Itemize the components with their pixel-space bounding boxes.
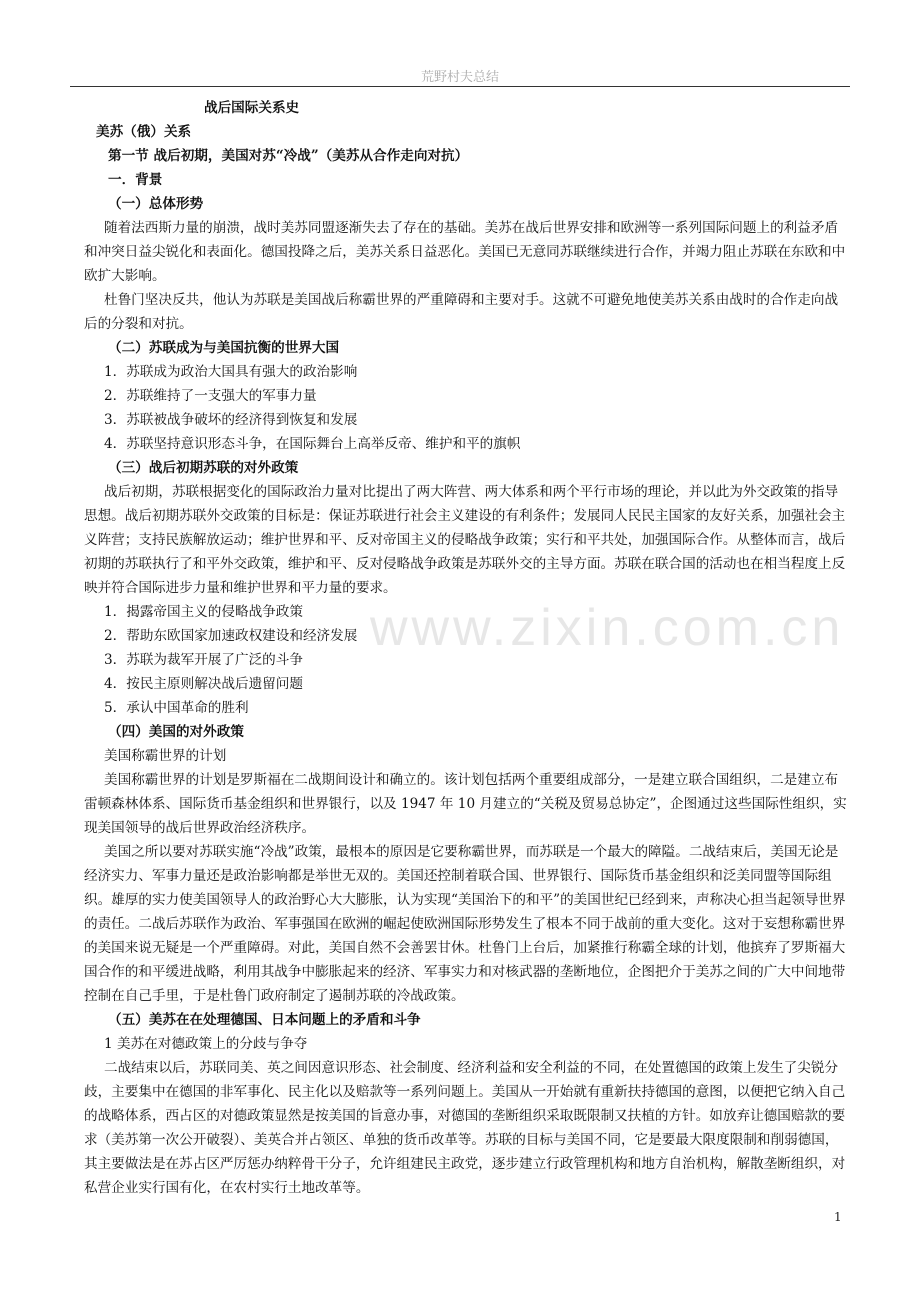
list-item: 4．苏联坚持意识形态斗争，在国际舞台上高举反帝、维护和平的旗帜 bbox=[104, 436, 521, 452]
heading-general-situation: （一）总体形势 bbox=[108, 196, 204, 212]
paragraph: 杜鲁门坚决反共，他认为苏联是美国战后称霸世界的严重障碍和主要对手。这就不可避免地使美苏关系由战时的合作走向战后的分裂和对抗。 bbox=[84, 292, 839, 332]
list-item: 3．苏联为裁军开展了广泛的斗争 bbox=[104, 652, 303, 668]
paragraph: 美国称霸世界的计划是罗斯福在二战期间设计和确立的。该计划包括两个重要组成部分，一是建立联合国组织，二是建立布雷顿森林体系、国际货币基金组织和世界银行，以及 1947 年 10 月建立的“关税及贸易总协定”，企图通过这些国际性组织，实现美国领导的战后世界政治经济秩序。 bbox=[84, 772, 847, 836]
watermark: www.zixin.com.cn bbox=[370, 599, 845, 657]
heading-germany-japan: （五）美苏在在处理德国、日本问题上的矛盾和斗争 bbox=[108, 1012, 421, 1028]
page-number: 1 bbox=[834, 1210, 842, 1224]
sub-heading-background: 一．背景 bbox=[108, 172, 163, 188]
list-item: 5．承认中国革命的胜利 bbox=[104, 700, 249, 716]
heading-ussr-great-power: （二）苏联成为与美国抗衡的世界大国 bbox=[108, 340, 340, 356]
section-heading: 第一节 战后初期，美国对苏“冷战”（美苏从合作走向对抗） bbox=[108, 148, 469, 164]
list-item: 1．揭露帝国主义的侵略战争政策 bbox=[104, 604, 303, 620]
part-heading: 美苏（俄）关系 bbox=[96, 124, 192, 140]
header-text: 荒野村夫总结 bbox=[420, 70, 499, 85]
document-title: 战后国际关系史 bbox=[204, 100, 300, 116]
list-item: 3．苏联被战争破坏的经济得到恢复和发展 bbox=[104, 412, 358, 428]
paragraph: 战后初期，苏联根据变化的国际政治力量对比提出了两大阵营、两大体系和两个平行市场的理论，并以此为外交政策的指导思想。战后初期苏联外交政策的目标是：保证苏联进行社会主义建设的有利条件；发展同人民民主国家的友好关系，加强社会主义阵营；支持民族解放运动；维护世界和平、反对帝国主义的侵略战争政策；实行和平共处，加强国际合作。从整体而言，战后初期的苏联执行了和平外交政策，维护和平、反对侵略战争政策是苏联外交的主导方面。苏联在联合国的活动也在相当程度上反映并符合国际进步力量和维护世界和平力量的要求。 bbox=[84, 484, 846, 596]
sub-heading: 1 美苏在对德政策上的分歧与争夺 bbox=[104, 1036, 308, 1052]
page-header bbox=[70, 60, 850, 87]
sub-heading: 美国称霸世界的计划 bbox=[104, 748, 227, 764]
list-item: 2．苏联维持了一支强大的军事力量 bbox=[104, 388, 317, 404]
heading-us-foreign-policy: （四）美国的对外政策 bbox=[108, 724, 244, 740]
list-item: 4．按民主原则解决战后遗留问题 bbox=[104, 676, 303, 692]
paragraph: 随着法西斯力量的崩溃，战时美苏同盟逐渐失去了存在的基础。美苏在战后世界安排和欧洲等一系列国际问题上的利益矛盾和冲突日益尖锐化和表面化。德国投降之后，美苏关系日益恶化。美国已无意同苏联继续进行合作，并竭力阻止苏联在东欧和中欧扩大影响。 bbox=[84, 220, 846, 284]
list-item: 1．苏联成为政治大国具有强大的政治影响 bbox=[104, 364, 358, 380]
list-item: 2．帮助东欧国家加速政权建设和经济发展 bbox=[104, 628, 358, 644]
paragraph: 美国之所以要对苏联实施“冷战”政策，最根本的原因是它要称霸世界，而苏联是一个最大的障隘。二战结束后，美国无论是经济实力、军事力量还是政治影响都是举世无双的。美国还控制着联合国、世界银行、国际货币基金组织和泛美同盟等国际组织。雄厚的实力使美国领导人的政治野心大大膨胀，认为实现“美国治下的和平”的美国世纪已经到来，声称决心担当起领导世界的责任。二战后苏联作为政治、军事强国在欧洲的崛起使欧洲国际形势发生了根本不同于战前的重大变化。这对于妄想称霸世界的美国来说无疑是一个严重障碍。对此，美国自然不会善罢甘休。杜鲁门上台后，加紧推行称霸全球的计划，他摈弃了罗斯福大国合作的和平缓进战略，利用其战争中膨胀起来的经济、军事实力和对核武器的垄断地位，企图把介于美苏之间的广大中间地带控制在自己手里，于是杜鲁门政府制定了遏制苏联的冷战政策。 bbox=[84, 844, 846, 1004]
paragraph: 二战结束以后，苏联同美、英之间因意识形态、社会制度、经济利益和安全利益的不同，在处置德国的政策上发生了尖锐分歧，主要集中在德国的非军事化、民主化以及赔款等一系列问题上。美国从一开始就有重新扶持德国的意图，以便把它纳入自己的战略体系，西占区的对德政策显然是按美国的旨意办事，对德国的垄断组织采取既限制又扶植的方针。如放弃让德国赔款的要求（美苏第一次公开破裂）、美英合并占领区、单独的货币改革等。苏联的目标与美国不同，它是要最大限度限制和削弱德国，其主要做法是在苏占区严厉惩办纳粹骨干分子，允许组建民主政党，逐步建立行政管理机构和地方自治机构，解散垄断组织，对私营企业实行国有化，在农村实行土地改革等。 bbox=[84, 1060, 846, 1196]
document-body bbox=[84, 96, 850, 1200]
heading-ussr-foreign-policy: （三）战后初期苏联的对外政策 bbox=[108, 460, 299, 476]
